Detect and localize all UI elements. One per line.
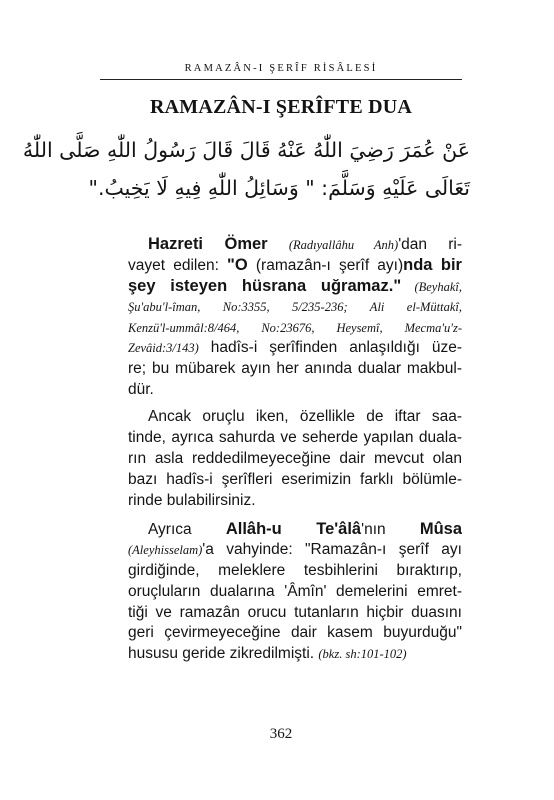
arabic-hadith-line-1: عَنْ عُمَرَ رَضِيَ اللّٰهُ عَنْهُ قَالَ قَالَ رَسُولُ اللّٰهِ صَلَّى اللّٰهُ: [22, 138, 470, 162]
paragraph-2: [128, 407, 462, 511]
paragraph-3-line-7: hususu geride zikredilmişti. (bkz. sh:101-102): [128, 645, 407, 663]
honorific: (Aleyhisselam): [128, 542, 203, 557]
source-citation: (Beyhakî,: [401, 279, 462, 294]
source-citation: (bkz. sh:101-102): [318, 647, 407, 662]
paragraph-3-line-4: oruçluların dualarına 'Âmîn' demelerini emret-: [128, 582, 462, 600]
paragraph-1-line-6: Zevâid:3/143) hadîs-i şerîfinden anlaşıldığı üze-: [128, 339, 462, 357]
hadith-quote: "O: [227, 255, 248, 274]
page-number: 362: [269, 726, 293, 742]
paragraph-1-line-3: [128, 276, 462, 297]
paragraph-3-line-3: girdiğinde, meleklere tesbihlerini bıraktırıp,: [128, 561, 462, 579]
paragraph-3-line-6: geri çevirmeyeceğine dair kasem buyurduğu": [128, 624, 462, 642]
divine-name: Allâh-u Te'âlâ: [225, 520, 362, 538]
source-citation: Şu'abu'l-îman, No:3355, 5/235-236; Ali el-Müttakî,: [128, 299, 462, 314]
arabic-hadith-line-2: تَعَالَى عَلَيْهِ وَسَلَّمَ: " وَسَائِلُ اللّٰهِ فِيهِ لَا يَخِيبُ.": [88, 176, 470, 200]
paragraph-1-line-2: vayet edilen: "O (ramazân-ı şerîf ayı)nda bir: [128, 255, 462, 274]
paragraph-3-line-1: Ayrıca Allâh-u Te'âlâ'nın Mûsa: [148, 520, 462, 538]
paragraph-3-line-2: (Aleyhisselam)'a vahyinde: "Ramazân-ı şerîf ayı: [128, 540, 462, 558]
paragraph-1-line-8: dür.: [128, 381, 154, 399]
paragraph-1-line-1: Hazreti Ömer (Radıyallâhu Anh)'dan ri-: [148, 235, 462, 253]
paragraph-1-line-5: [128, 318, 462, 339]
running-header: RAMAZÂN-I ŞERÎF RİSÂLESİ: [184, 63, 378, 74]
header-rule: [100, 79, 462, 80]
hadith-quote: nda bir: [403, 255, 462, 274]
paragraph-3: [128, 519, 462, 665]
paragraph-1-line-4: [128, 297, 462, 318]
paragraph-1: [128, 234, 462, 401]
source-citation: Kenzü'l-ummâl:8/464, No:23676, Heysemî, Mecma'u'z-: [128, 320, 462, 335]
narrator-name: Hazreti Ömer: [148, 235, 268, 253]
paragraph-2-line-4: bazı hadîs-i şerîfleri eserimizin farklı bölümle-: [128, 470, 462, 488]
section-title: RAMAZÂN-I ŞERÎFTE DUA: [150, 96, 412, 118]
paragraph-2-line-2: tinde, ayrıca sahurda ve seherde yapılan duala-: [128, 428, 462, 446]
hadith-quote: şey isteyen hüsrana uğramaz.": [128, 276, 402, 295]
source-citation: Zevâid:3/143): [128, 341, 199, 356]
honorific: (Radıyallâhu Anh): [288, 238, 399, 252]
paragraph-1-line-7: re; bu mübarek ayın her anında dualar makbul-: [128, 360, 462, 378]
paragraph-3-line-5: tiği ve ramazân orucu tutanların hiçbir duasını: [128, 603, 462, 621]
paragraph-2-line-3: rın asla reddedilmeyeceğine dair mevcut olan: [128, 449, 462, 467]
paragraph-2-line-1: Ancak oruçlu iken, özellikle de iftar saa-: [148, 408, 462, 425]
prophet-name: Mûsa: [419, 520, 462, 538]
paragraph-2-line-5: rinde bulabilirsiniz.: [128, 491, 256, 509]
